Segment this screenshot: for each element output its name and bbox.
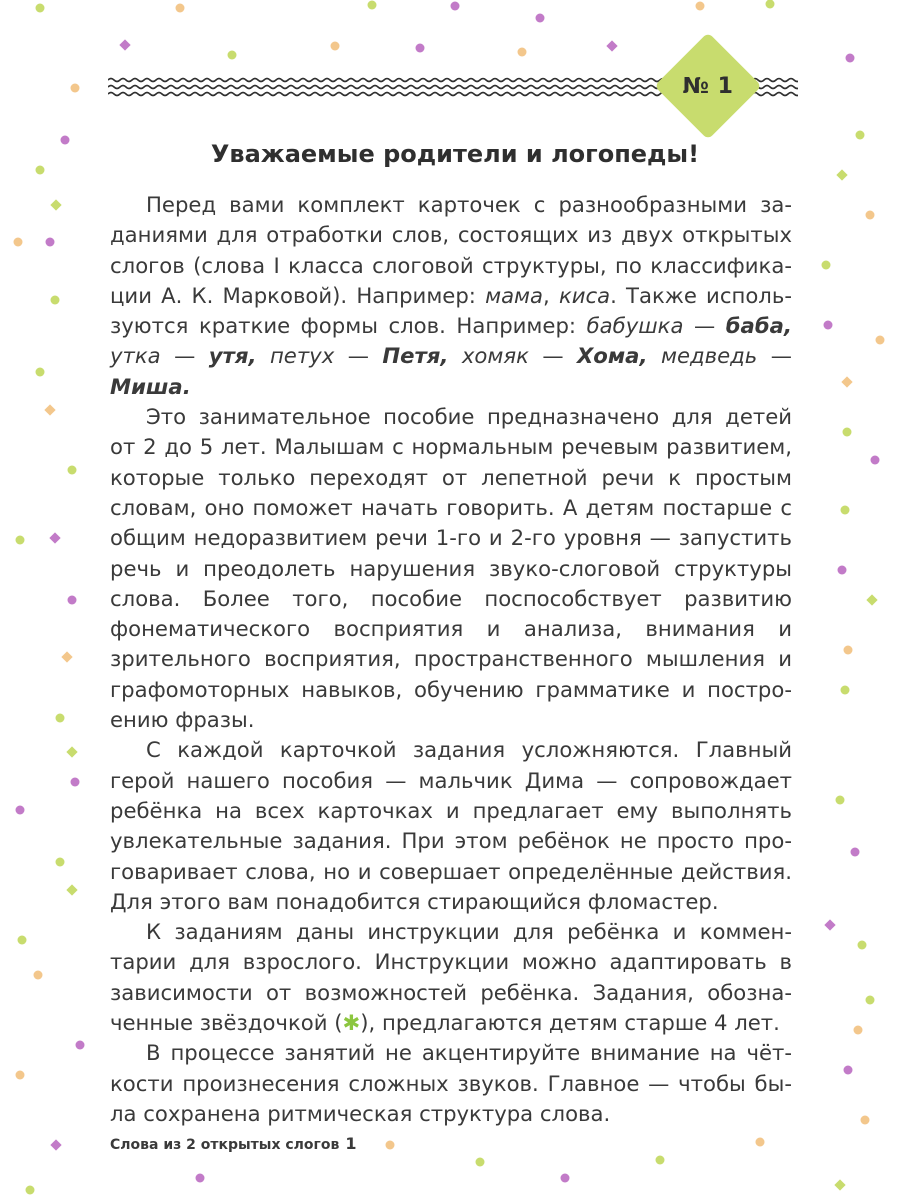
confetti-dot bbox=[71, 84, 80, 93]
confetti-dot bbox=[846, 54, 855, 63]
confetti-dot bbox=[536, 14, 545, 23]
confetti-diamond bbox=[841, 376, 852, 387]
dash: — bbox=[528, 343, 577, 369]
confetti-dot bbox=[656, 1156, 665, 1165]
confetti-dot bbox=[844, 646, 853, 655]
confetti-dot bbox=[696, 2, 705, 11]
example-word: киса bbox=[558, 282, 611, 308]
confetti-dot bbox=[766, 0, 775, 9]
confetti-dot bbox=[518, 48, 527, 57]
confetti-dot bbox=[51, 296, 60, 305]
confetti-dot bbox=[824, 321, 833, 330]
confetti-dot bbox=[386, 1141, 395, 1150]
confetti-dot bbox=[56, 858, 65, 867]
star-icon: ✱ bbox=[342, 1010, 361, 1036]
full-word: бабушка bbox=[586, 313, 684, 339]
example-word: мама bbox=[485, 282, 544, 308]
confetti-diamond bbox=[824, 919, 835, 930]
confetti-dot bbox=[822, 261, 831, 270]
confetti-dot bbox=[838, 566, 847, 575]
confetti-dot bbox=[854, 1026, 863, 1035]
footer-label: Слова из 2 открытых слогов bbox=[110, 1137, 340, 1153]
confetti-diamond bbox=[66, 746, 77, 757]
confetti-dot bbox=[18, 936, 27, 945]
body-text bbox=[110, 190, 792, 1129]
text-span bbox=[448, 343, 461, 368]
confetti-dot bbox=[866, 211, 875, 220]
confetti-dot bbox=[36, 4, 45, 13]
full-word: хомяк bbox=[461, 343, 529, 369]
full-word: петух bbox=[269, 343, 335, 369]
confetti-diamond bbox=[866, 594, 877, 605]
short-word: баба, bbox=[725, 313, 792, 339]
confetti-dot bbox=[71, 778, 80, 787]
confetti-dot bbox=[841, 506, 850, 515]
page-title: Уважаемые родители и логопеды! bbox=[210, 140, 700, 168]
paragraph-5: В процессе занятий не акцентируйте внимание на чёткости произнесения сложных звуков. Главное — чтобы была сохранена ритмическая структура слова. bbox=[110, 1040, 792, 1126]
card-number-label: № 1 bbox=[682, 73, 734, 99]
confetti-dot bbox=[368, 1, 377, 10]
short-word: Миша. bbox=[110, 373, 191, 399]
confetti-dot bbox=[416, 44, 425, 53]
confetti-dot bbox=[61, 136, 70, 145]
confetti-dot bbox=[68, 466, 77, 475]
page-footer bbox=[110, 1134, 356, 1153]
text-span: К заданиям даны инструкции для ребёнка и комментарии для взрослого. Инструкции можно адаптировать в зависимости от возможностей ребёнка. Задания, обозначенные звёздочкой ( bbox=[110, 919, 792, 1036]
confetti-dot bbox=[176, 4, 185, 13]
confetti-diamond bbox=[44, 404, 55, 415]
confetti-dot bbox=[36, 368, 45, 377]
confetti-dot bbox=[228, 51, 237, 60]
confetti-diamond bbox=[834, 1179, 845, 1190]
confetti-diamond bbox=[49, 532, 60, 543]
confetti-dot bbox=[68, 596, 77, 605]
confetti-diamond bbox=[836, 169, 847, 180]
confetti-dot bbox=[56, 714, 65, 723]
confetti-dot bbox=[841, 686, 850, 695]
confetti-diamond bbox=[50, 199, 61, 210]
text-span: , bbox=[543, 282, 559, 308]
short-word: Петя, bbox=[382, 343, 449, 369]
confetti-dot bbox=[861, 1116, 870, 1125]
dash: — bbox=[160, 343, 209, 369]
confetti-dot bbox=[36, 166, 45, 175]
confetti-diamond bbox=[66, 884, 77, 895]
confetti-dot bbox=[756, 1138, 765, 1147]
confetti-dot bbox=[876, 336, 885, 345]
paragraph-2: Это занимательное пособие предназначено для детей от 2 до 5 лет. Малышам с нормальным речевым развитием, которые только переходят от лепетной речи к простым словам, оно поможет начать говорить. А детям постарше с общим недоразвитием речи 1-го и 2-го уровня — запустить речь и преодолеть нарушения звуко-слоговой структуры слова. Более того, пособие поспособствует развитию фонематического восприятия и анализа, внимания и зрительного восприятия, пространственного мышления и графомоторных навыков, обучению грамматике и построению фразы. bbox=[110, 404, 792, 733]
dash: — bbox=[334, 343, 383, 369]
full-word: утка bbox=[110, 343, 161, 369]
confetti-dot bbox=[26, 1186, 35, 1195]
confetti-dot bbox=[836, 796, 845, 805]
full-word: медведь bbox=[660, 343, 758, 369]
paragraph-1 bbox=[110, 190, 792, 402]
text-span: . Также используются краткие формы слов. Например: bbox=[110, 282, 792, 339]
confetti-dot bbox=[851, 848, 860, 857]
paragraph-3: С каждой карточкой задания усложняются. Главный герой нашего пособия — мальчик Дима — сопровождает ребёнка на всех карточках и предлагает ему выполнять увлекательные задания. При этом ребёнок не просто проговаривает слова, но и совершает определённые действия. Для этого вам понадобится стирающийся фломастер. bbox=[110, 737, 792, 914]
confetti-diamond bbox=[606, 40, 617, 51]
confetti-dot bbox=[196, 1174, 205, 1183]
confetti-diamond bbox=[119, 39, 130, 50]
confetti-dot bbox=[866, 996, 875, 1005]
confetti-dot bbox=[16, 1071, 25, 1080]
confetti-dot bbox=[76, 1041, 85, 1050]
dash: — bbox=[683, 313, 726, 339]
confetti-dot bbox=[331, 42, 340, 51]
text-span: Перед вами комплект карточек с разнообразными заданиями для отработки слов, состоящих из двух открытых слогов (слова I класса слоговой структуры, по классификации А. К. Марковой). Например: bbox=[110, 192, 792, 308]
confetti-dot bbox=[34, 971, 43, 980]
confetti-diamond bbox=[61, 651, 72, 662]
confetti-dot bbox=[871, 456, 880, 465]
confetti-dot bbox=[46, 238, 55, 247]
confetti-dot bbox=[451, 2, 460, 11]
short-word: утя, bbox=[208, 343, 257, 369]
confetti-dot bbox=[14, 238, 23, 247]
text-span bbox=[648, 343, 661, 368]
confetti-dot bbox=[843, 428, 852, 437]
confetti-dot bbox=[844, 1066, 853, 1075]
text-span bbox=[257, 343, 270, 368]
paragraph-4 bbox=[110, 917, 792, 1038]
text-span: ), предлагаются детям старше 4 лет. bbox=[360, 1010, 780, 1036]
confetti-dot bbox=[561, 1174, 570, 1183]
short-word: Хома, bbox=[576, 343, 648, 369]
confetti-diamond bbox=[50, 1139, 61, 1150]
confetti-dot bbox=[856, 131, 865, 140]
confetti-dot bbox=[858, 941, 867, 950]
confetti-dot bbox=[476, 1158, 485, 1167]
dash: — bbox=[757, 343, 792, 369]
confetti-dot bbox=[16, 806, 25, 815]
page-number: 1 bbox=[345, 1134, 357, 1153]
confetti-dot bbox=[16, 536, 25, 545]
